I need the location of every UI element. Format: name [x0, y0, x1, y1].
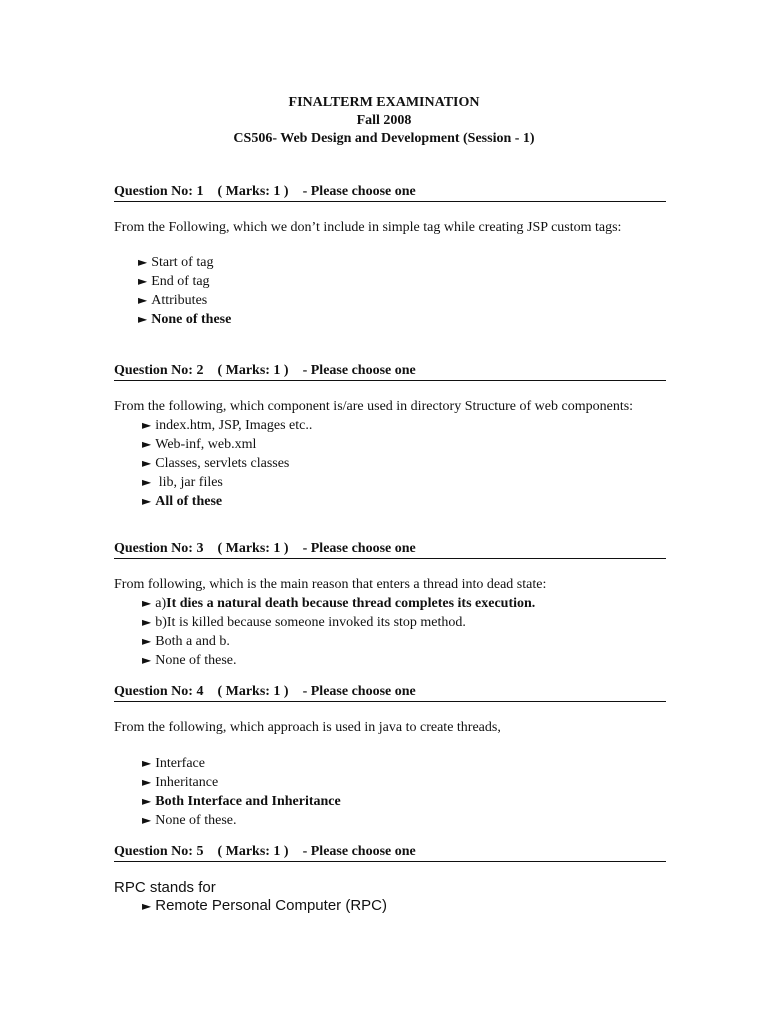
question-heading: Question No: 3 ( Marks: 1 ) - Please choose one — [114, 541, 666, 559]
arrow-icon: ► — [138, 274, 148, 288]
exam-header — [0, 94, 768, 148]
question-text: From following, which is the main reason that enters a thread into dead state: — [114, 577, 547, 592]
arrow-icon: ► — [142, 456, 152, 470]
option: ► index.htm, JSP, Images etc.. — [142, 418, 313, 433]
question-heading: Question No: 4 ( Marks: 1 ) - Please choose one — [114, 684, 666, 702]
question-text: RPC stands for — [114, 879, 216, 896]
arrow-icon: ► — [142, 756, 152, 770]
option: ► Inheritance — [142, 775, 219, 790]
exam-course: CS506- Web Design and Development (Session - 1) — [233, 131, 535, 146]
question-body — [114, 879, 666, 915]
question-4 — [114, 684, 666, 830]
option: ► Start of tag — [138, 255, 214, 270]
option: ► End of tag — [138, 274, 210, 289]
question-1 — [114, 184, 666, 329]
question-heading: Question No: 1 ( Marks: 1 ) - Please choose one — [114, 184, 666, 202]
question-heading: Question No: 2 ( Marks: 1 ) - Please choose one — [114, 363, 666, 381]
option: ► Remote Personal Computer (RPC) — [142, 897, 387, 914]
question-5 — [114, 844, 666, 915]
arrow-icon: ► — [138, 293, 148, 307]
arrow-icon: ► — [142, 596, 152, 610]
option: ► lib, jar files — [142, 475, 223, 490]
question-text: From the following, which approach is used in java to create threads, — [114, 720, 501, 735]
arrow-icon: ► — [142, 653, 152, 667]
arrow-icon: ► — [142, 475, 152, 489]
arrow-icon: ► — [142, 418, 152, 432]
question-heading: Question No: 5 ( Marks: 1 ) - Please choose one — [114, 844, 666, 862]
options-list — [142, 594, 666, 670]
arrow-icon: ► — [142, 813, 152, 827]
option: ► None of these. — [142, 653, 237, 668]
arrow-icon: ► — [138, 312, 148, 326]
options-list — [142, 416, 666, 511]
arrow-icon: ► — [142, 775, 152, 789]
arrow-icon: ► — [142, 437, 152, 451]
arrow-icon: ► — [142, 794, 152, 808]
option-answer: ► Both Interface and Inheritance — [142, 794, 341, 809]
option: ► Attributes — [138, 293, 208, 308]
exam-term: Fall 2008 — [356, 113, 412, 128]
arrow-icon: ► — [138, 255, 148, 269]
option: ► Interface — [142, 756, 205, 771]
question-text: From the Following, which we don’t include in simple tag while creating JSP custom tags: — [114, 220, 622, 235]
arrow-icon: ► — [142, 634, 152, 648]
arrow-icon: ► — [142, 899, 152, 913]
option-answer: ► All of these — [142, 494, 223, 509]
option: ► Web-inf, web.xml — [142, 437, 257, 452]
option: ► b)It is killed because someone invoked its stop method. — [142, 615, 466, 630]
option-answer: ► a)It dies a natural death because thread completes its execution. — [142, 596, 536, 611]
arrow-icon: ► — [142, 615, 152, 629]
options-list — [142, 897, 666, 915]
exam-title: FINALTERM EXAMINATION — [288, 95, 480, 110]
options-list — [142, 754, 666, 830]
option: ► Both a and b. — [142, 634, 230, 649]
option: ► None of these. — [142, 813, 237, 828]
arrow-icon: ► — [142, 494, 152, 508]
option-answer: ► None of these — [138, 312, 232, 327]
question-3 — [114, 541, 666, 670]
option: ► Classes, servlets classes — [142, 456, 290, 471]
question-text: From the following, which component is/are used in directory Structure of web components: — [114, 399, 634, 414]
question-2 — [114, 363, 666, 511]
options-list — [138, 253, 666, 329]
